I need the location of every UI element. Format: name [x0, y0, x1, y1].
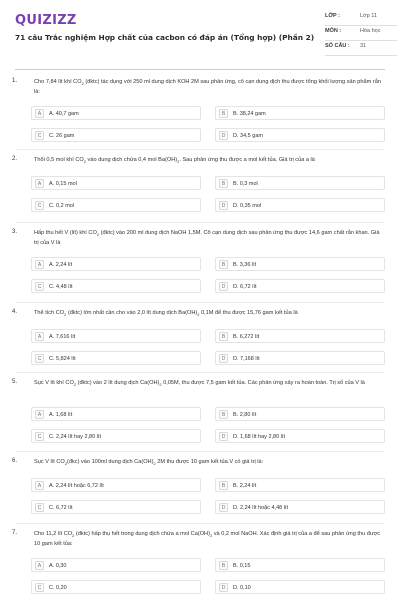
answer-option-a[interactable]	[31, 329, 201, 343]
meta-key: MÔN :	[325, 28, 342, 34]
meta-grade	[325, 12, 397, 28]
answer-option-b[interactable]	[215, 478, 385, 492]
meta-value: 31	[360, 43, 367, 49]
option-text: D. 6,72 lít	[233, 283, 257, 290]
option-text: D. 0,10	[233, 584, 251, 591]
option-text: B. 2,24 lít	[233, 482, 257, 489]
option-letter-box: A	[35, 260, 44, 269]
option-letter-box: A	[35, 561, 44, 570]
question-divider	[15, 523, 385, 524]
meta-key: LỚP :	[325, 13, 340, 19]
meta-question-count	[325, 42, 397, 58]
quizizz-logo: QUIZIZZ	[15, 13, 77, 28]
option-letter-box: C	[35, 354, 44, 363]
meta-subject	[325, 27, 397, 43]
question-text: Thể tích $CO_2$ (đktc) lớn nhất cần cho vào 2,0 lít dung dịch $Ba(OH)_2$ 0,1M để thu được 15,76 gam kết tủa là	[34, 310, 298, 318]
question-number: 1.	[12, 78, 18, 84]
answer-option-a[interactable]	[31, 407, 201, 421]
answer-option-c[interactable]	[31, 500, 201, 514]
answer-option-d[interactable]	[215, 198, 385, 212]
question-text: Hấp thu hết V (lít) khí $CO_2$ (đktc) vào 200 ml dung dịch NaOH 1,5M. Cô cạn dung dịch sau phản ứng thu được 14,6 gam chất rắn khan. Giá trị của V là	[34, 230, 380, 247]
question-divider	[15, 302, 385, 303]
option-text: B. 0,15	[233, 562, 251, 569]
option-text: B. 6,272 lít	[233, 333, 260, 340]
question-text: Thổi 0,5 mol khí $CO_2$ vào dung dịch chứa 0,4 mol $Ba(OH)_2$. Sau phản ứng thu được a mol kết tủa. Giá trị của a là	[34, 157, 315, 165]
option-letter-box: B	[219, 260, 228, 269]
question-number: 5.	[12, 379, 18, 385]
meta-value: Hóa học	[360, 28, 381, 34]
option-text: C. 4,48 lít	[49, 283, 73, 290]
answer-option-b[interactable]	[215, 329, 385, 343]
option-letter-box: B	[219, 332, 228, 341]
option-letter-box: D	[219, 131, 228, 140]
answer-option-d[interactable]	[215, 429, 385, 443]
question-number: 3.	[12, 229, 18, 235]
worksheet-header	[0, 0, 400, 70]
option-text: D. 0,35 mol	[233, 202, 262, 209]
option-text: B. 0,3 mol	[233, 180, 258, 187]
question-text: Cho 7,84 lít khí $CO_2$ (đktc) tác dụng với 250 ml dung dịch KOH 2M sau phản ứng, cô cạn dung dịch thu được tổng khối lượng sản phẩm rắn là:	[34, 79, 381, 96]
option-text: A. 2,24 lít	[49, 261, 73, 268]
meta-underline	[325, 25, 397, 26]
answer-option-d[interactable]	[215, 500, 385, 514]
option-text: C. 26 gam	[49, 132, 75, 139]
option-text: C. 0,20	[49, 584, 67, 591]
question-divider	[15, 149, 385, 150]
option-text: D. 1,68 lít hay 2,80 lít	[233, 433, 285, 440]
answer-option-c[interactable]	[31, 279, 201, 293]
answer-option-b[interactable]	[215, 407, 385, 421]
answer-option-d[interactable]	[215, 351, 385, 365]
option-letter-box: A	[35, 481, 44, 490]
option-text: C. 0,2 mol	[49, 202, 75, 209]
answer-option-b[interactable]	[215, 558, 385, 572]
option-text: B. 3,36 lít	[233, 261, 257, 268]
answer-option-b[interactable]	[215, 106, 385, 120]
option-letter-box: A	[35, 179, 44, 188]
question-divider	[15, 222, 385, 223]
option-letter-box: C	[35, 432, 44, 441]
answer-option-c[interactable]	[31, 198, 201, 212]
option-text: A. 40,7 gam	[49, 110, 79, 117]
option-text: D. 34,5 gam	[233, 132, 263, 139]
answer-option-a[interactable]	[31, 176, 201, 190]
option-letter-box: D	[219, 583, 228, 592]
question-divider	[15, 451, 385, 452]
option-text: A. 2,24 lít hoặc 6,72 lít	[49, 482, 104, 489]
answer-option-b[interactable]	[215, 176, 385, 190]
option-letter-box: B	[219, 179, 228, 188]
option-letter-box: D	[219, 354, 228, 363]
question-text: Sục V lít khí $CO_2$ (đktc) vào 2 lít dung dịch $Ca(OH)_2$ 0,05M, thu được 7,5 gam kết tủa. Các phản ứng xảy ra hoàn toàn. Trị số của V là	[34, 380, 365, 388]
option-letter-box: A	[35, 332, 44, 341]
option-letter-box: A	[35, 410, 44, 419]
question-number: 6.	[12, 458, 18, 464]
option-letter-box: B	[219, 410, 228, 419]
answer-option-c[interactable]	[31, 351, 201, 365]
answer-option-d[interactable]	[215, 128, 385, 142]
answer-option-a[interactable]	[31, 558, 201, 572]
option-letter-box: D	[219, 432, 228, 441]
answer-option-a[interactable]	[31, 478, 201, 492]
question-divider	[15, 372, 385, 373]
answer-option-d[interactable]	[215, 580, 385, 594]
option-letter-box: D	[219, 201, 228, 210]
option-text: A. 0,15 mol	[49, 180, 77, 187]
option-text: C. 5,824 lít	[49, 355, 76, 362]
option-text: A. 7,616 lít	[49, 333, 76, 340]
option-text: D. 7,168 lít	[233, 355, 260, 362]
meta-underline	[325, 40, 397, 41]
option-letter-box: C	[35, 131, 44, 140]
answer-option-a[interactable]	[31, 106, 201, 120]
option-text: A. 0,30	[49, 562, 67, 569]
question-number: 2.	[12, 156, 18, 162]
question-number: 7.	[12, 530, 18, 536]
answer-option-c[interactable]	[31, 128, 201, 142]
option-text: B. 2,80 lít	[233, 411, 257, 418]
option-letter-box: B	[219, 109, 228, 118]
answer-option-c[interactable]	[31, 580, 201, 594]
option-text: B. 38,24 gam	[233, 110, 266, 117]
header-divider	[15, 69, 385, 70]
option-text: A. 1,68 lít	[49, 411, 73, 418]
option-letter-box: C	[35, 503, 44, 512]
option-letter-box: D	[219, 282, 228, 291]
option-letter-box: C	[35, 583, 44, 592]
option-letter-box: C	[35, 201, 44, 210]
option-text: D. 2,24 lít hoặc 4,48 lít	[233, 504, 289, 511]
question-number: 4.	[12, 309, 18, 315]
answer-option-c[interactable]	[31, 429, 201, 443]
question-text: Cho 11,2 lít $CO_2$ (đktc) hấp thụ hết trong dung dịch chứa a mol $Ca(OH)_2$ và 0,2 mol NaOH. Xác định giá trị của a để sau phản ứng thu được 10 gam kết tủa:	[34, 531, 381, 548]
answer-option-a[interactable]	[31, 257, 201, 271]
meta-underline	[325, 55, 397, 56]
option-text: C. 2,24 lít hay 2,80 lít	[49, 433, 101, 440]
page-title: 71 câu Trắc nghiệm Hợp chất của cacbon có đáp án (Tổng hợp) (Phần 2)	[15, 33, 315, 42]
option-text: C. 6,72 lít	[49, 504, 73, 511]
answer-option-b[interactable]	[215, 257, 385, 271]
option-letter-box: A	[35, 109, 44, 118]
option-letter-box: D	[219, 503, 228, 512]
question-text: Sục V lít $CO_2(đkc)$ vào 100ml dung dịch $Ca(OH)_2$ 2M thu được 10 gam kết tủa.V có giá trị là:	[34, 459, 264, 467]
answer-option-d[interactable]	[215, 279, 385, 293]
meta-key: SỐ CÂU :	[325, 43, 350, 49]
meta-value: Lớp 11	[360, 13, 377, 19]
option-letter-box: C	[35, 282, 44, 291]
option-letter-box: B	[219, 561, 228, 570]
option-letter-box: B	[219, 481, 228, 490]
